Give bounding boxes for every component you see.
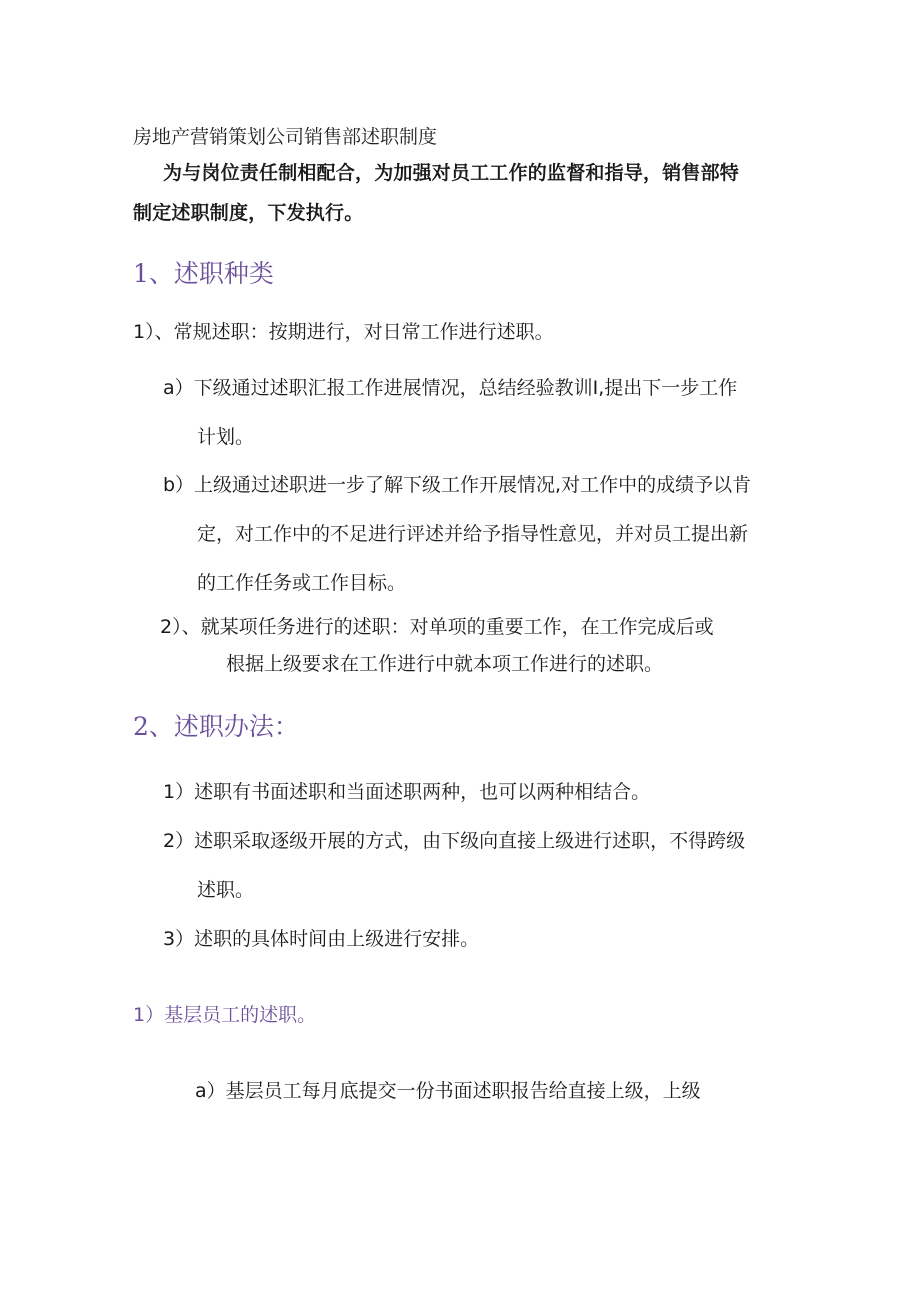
section-2-item-2-line-1: 2）述职采取逐级开展的方式，由下级向直接上级进行述职，不得跨级 — [163, 830, 746, 852]
subsection-heading: 1）基层员工的述职。 — [133, 1004, 317, 1026]
intro-paragraph-line-2: 制定述职制度，下发执行。 — [133, 202, 364, 224]
section-1-item-1: 1）、常规述职：按期进行，对日常工作进行述职。 — [133, 321, 554, 343]
section-1-item-1b-line-1: b）上级通过述职进一步了解下级工作开展情况,对工作中的成绩予以肯 — [163, 474, 752, 496]
section-1-item-1a-line-1: a）下级通过述职汇报工作进展情况，总结经验教训I,提出下一步工作 — [163, 377, 738, 399]
section-1-item-2-line-1: 2）、就某项任务进行的述职：对单项的重要工作，在工作完成后或 — [160, 616, 714, 638]
subsection-item-a: a）基层员工每月底提交一份书面述职报告给直接上级，上级 — [195, 1080, 701, 1102]
section-2-item-3: 3）述职的具体时间由上级进行安排。 — [163, 928, 480, 950]
intro-paragraph-line-1: 为与岗位责任制相配合，为加强对员工工作的监督和指导，销售部特 — [163, 162, 740, 184]
section-2-item-1: 1）述职有书面述职和当面述职两种，也可以两种相结合。 — [163, 781, 651, 803]
section-2-heading: 2、述职办法： — [133, 712, 299, 741]
section-1-item-1b-line-3: 的工作任务或工作目标。 — [197, 572, 407, 594]
section-1-item-1b-line-2: 定，对工作中的不足进行评述并给予指导性意见，并对员工提出新 — [197, 523, 749, 545]
section-1-item-1a-line-2: 计划。 — [197, 426, 255, 448]
section-1-item-2-line-2: 根据上级要求在工作进行中就本项工作进行的述职。 — [226, 653, 664, 675]
document-title: 房地产营销策划公司销售部述职制度 — [133, 126, 438, 148]
section-1-heading: 1、述职种类 — [133, 259, 274, 288]
section-2-item-2-line-2: 述职。 — [197, 879, 255, 901]
